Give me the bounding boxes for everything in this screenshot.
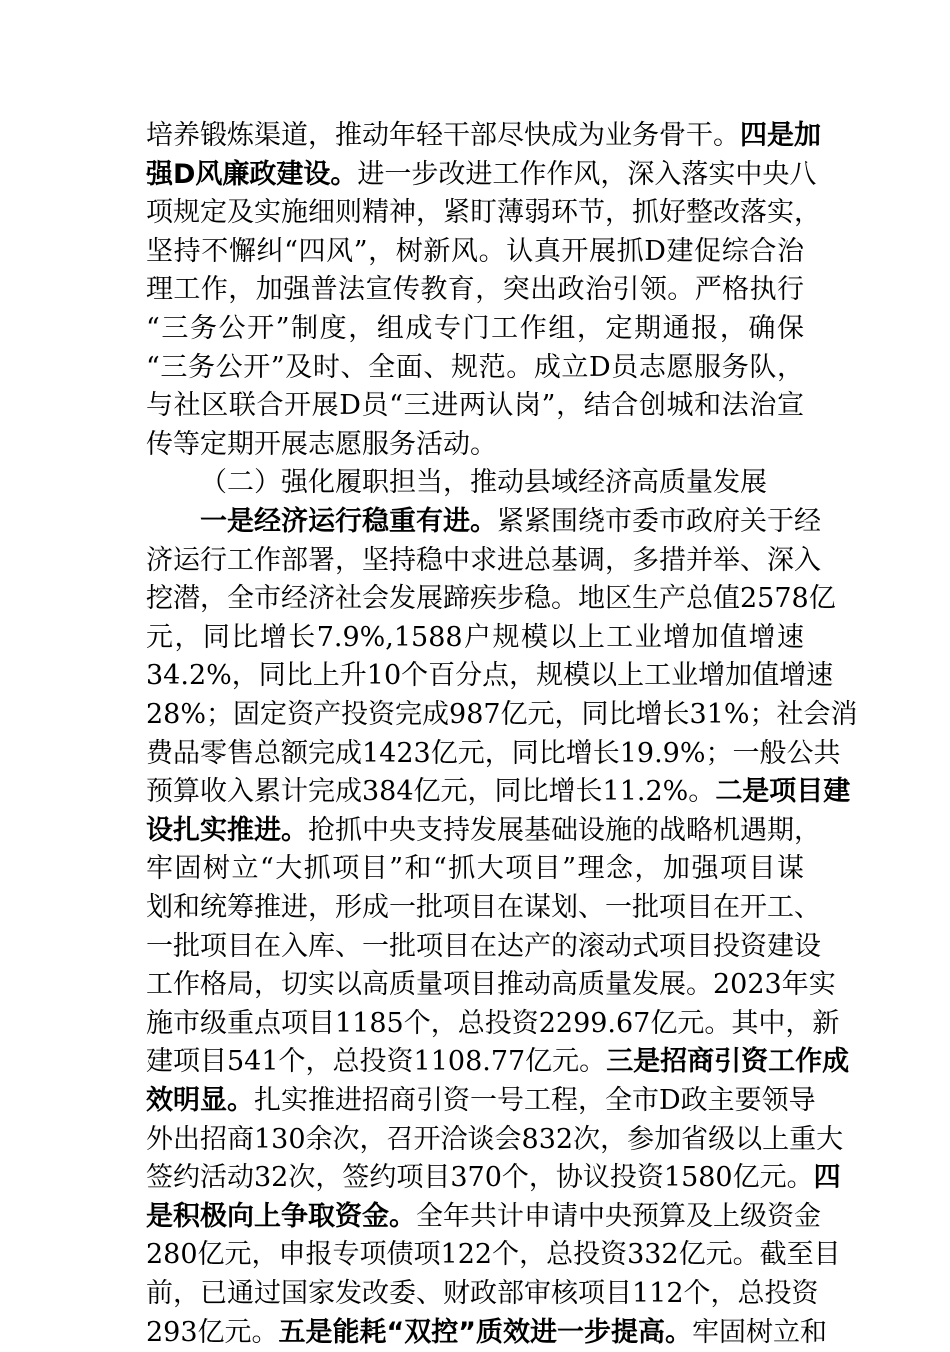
text-run: 挖潜，全市经济社会发展蹄疾步稳。地区生产总值2578亿 bbox=[146, 583, 836, 615]
text-run: 签约活动32次，签约项目370个，协议投资1580亿元。 bbox=[146, 1162, 814, 1194]
text-line bbox=[146, 619, 804, 657]
text-run: 建项目541个，总投资1108.77亿元。 bbox=[146, 1046, 607, 1078]
text-run: 扎实推进招商引资一号工程，全市D政主要领导 bbox=[254, 1085, 816, 1116]
text-run: “三务公开”制度，组成专门工作组，定期通报，确保 bbox=[146, 313, 804, 344]
bold-lead-phrase: 强D风廉政建设。 bbox=[146, 158, 358, 190]
text-line bbox=[146, 349, 804, 387]
text-line bbox=[146, 966, 836, 1004]
text-run: 抢抓中央支持发展基础设施的战略机遇期， bbox=[308, 814, 821, 846]
text-line bbox=[146, 889, 821, 927]
text-line bbox=[146, 1159, 841, 1197]
text-line bbox=[146, 1198, 821, 1236]
text-run: “三务公开”及时、全面、规范。成立D员志愿服务队， bbox=[146, 351, 804, 383]
text-run: 牢固树立“大抓项目”和“抓大项目”理念，加强项目谋 bbox=[146, 853, 804, 885]
text-line bbox=[146, 773, 851, 811]
text-line bbox=[146, 1121, 844, 1159]
text-run: 培养锻炼渠道，推动年轻干部尽快成为业务骨干。 bbox=[146, 120, 740, 151]
text-run: 280亿元，申报专项债项122个，总投资332亿元。截至目 bbox=[146, 1239, 841, 1271]
text-run: 外出招商130余次，召开洽谈会832次，参加省级以上重大 bbox=[146, 1123, 844, 1155]
text-run: 施市级重点项目1185个，总投资2299.67亿元。其中，新 bbox=[146, 1007, 840, 1039]
bold-lead-phrase: 二是项目建 bbox=[715, 776, 851, 808]
text-run: 293亿元。 bbox=[146, 1316, 279, 1348]
text-line bbox=[146, 580, 836, 618]
text-line bbox=[146, 1314, 828, 1352]
text-run: 一批项目在入库、一批项目在达产的滚动式项目投资建设 bbox=[146, 930, 821, 962]
bold-lead-phrase: 一是经济运行稳重有进。 bbox=[200, 506, 497, 537]
text-line bbox=[200, 464, 804, 502]
text-line bbox=[146, 194, 821, 232]
text-run: 紧紧围绕市委市政府关于经 bbox=[497, 506, 821, 537]
text-line bbox=[146, 271, 804, 309]
bold-lead-phrase: 四是加 bbox=[740, 120, 821, 151]
text-line bbox=[146, 156, 817, 194]
text-run: 与社区联合开展D员“三进两认岗”，结合创城和法治宣 bbox=[146, 390, 804, 422]
text-run: 费品零售总额完成1423亿元，同比增长19.9%；一般公共 bbox=[146, 737, 841, 769]
text-run: 理工作，加强普法宣传教育，突出政治引领。严格执行 bbox=[146, 274, 804, 306]
text-line bbox=[200, 503, 821, 541]
text-run: 划和统筹推进，形成一批项目在谋划、一批项目在开工、 bbox=[146, 892, 821, 923]
text-run: 进一步改进工作作风，深入落实中央八 bbox=[357, 158, 817, 190]
text-line bbox=[146, 1043, 850, 1081]
text-run: 34.2%，同比上升10个百分点，规模以上工业增加值增速 bbox=[146, 660, 834, 692]
text-line bbox=[146, 928, 821, 966]
text-run: 坚持不懈纠“四风”，树新风。认真开展抓D建促综合治 bbox=[146, 235, 804, 267]
text-run: 前，已通过国家发改委、财政部审核项目112个，总投资 bbox=[146, 1278, 819, 1309]
text-line bbox=[146, 735, 841, 773]
text-run: 元，同比增长7.9%,1588户规模以上工业增加值增速 bbox=[146, 621, 804, 653]
text-run: 工作格局，切实以高质量项目推动高质量发展。2023年实 bbox=[146, 969, 836, 1001]
bold-lead-phrase: 三是招商引资工作成 bbox=[606, 1046, 850, 1078]
text-line bbox=[146, 1005, 840, 1043]
text-line bbox=[146, 1236, 841, 1274]
text-run: 项规定及实施细则精神，紧盯薄弱环节，抓好整改落实， bbox=[146, 197, 821, 229]
text-line bbox=[146, 387, 804, 425]
text-line bbox=[146, 233, 804, 271]
text-line bbox=[146, 542, 821, 580]
text-line bbox=[146, 426, 804, 464]
bold-lead-phrase: 设扎实推进。 bbox=[146, 814, 308, 846]
bold-lead-phrase: 是积极向上争取资金。 bbox=[146, 1200, 416, 1232]
text-run: 28%；固定资产投资完成987亿元，同比增长31%；社会消 bbox=[146, 699, 858, 730]
text-line bbox=[146, 812, 821, 850]
text-line bbox=[146, 696, 858, 734]
text-run: 全年共计申请中央预算及上级资金 bbox=[416, 1200, 821, 1232]
text-run: 牢固树立和 bbox=[692, 1316, 828, 1348]
text-line bbox=[146, 1275, 819, 1313]
bold-lead-phrase: 五是能耗“双控”质效进一步提高。 bbox=[278, 1316, 693, 1348]
text-line bbox=[146, 657, 834, 695]
text-line bbox=[146, 117, 821, 155]
text-run: （二）强化履职担当，推动县域经济高质量发展 bbox=[200, 467, 767, 499]
text-line bbox=[146, 1082, 816, 1120]
text-line bbox=[146, 850, 804, 888]
text-run: 济运行工作部署，坚持稳中求进总基调，多措并举、深入 bbox=[146, 544, 821, 576]
text-run: 预算收入累计完成384亿元，同比增长11.2%。 bbox=[146, 776, 716, 808]
text-line bbox=[146, 310, 804, 348]
bold-lead-phrase: 四 bbox=[813, 1162, 841, 1194]
text-run: 传等定期开展志愿服务活动。 bbox=[146, 428, 497, 460]
bold-lead-phrase: 效明显。 bbox=[146, 1085, 254, 1116]
